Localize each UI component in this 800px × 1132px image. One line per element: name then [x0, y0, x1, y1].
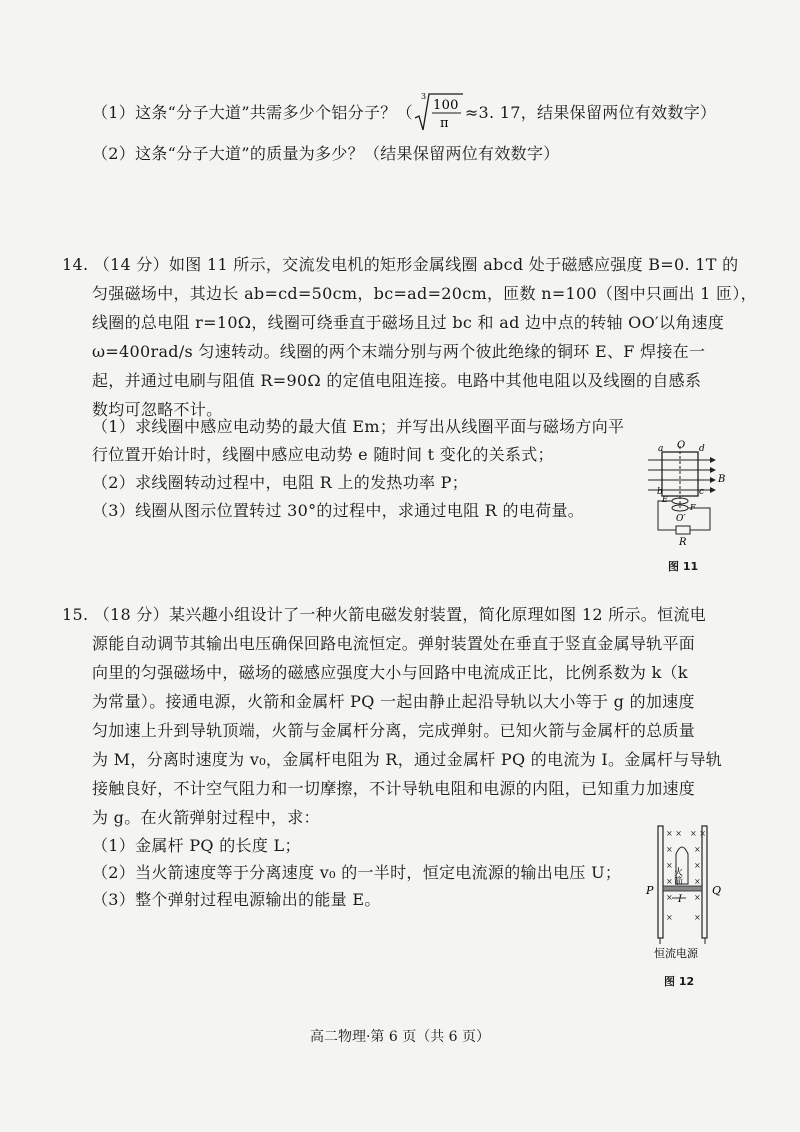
q15-line-3: 向里的匀强磁场中，磁场的磁感应强度大小与回路中电流成正比，比例系数为 k（k: [92, 663, 688, 682]
q14-sub-1-cont: 行位置开始计时，线圈中感应电动势 e 随时间 t 变化的关系式；: [92, 445, 554, 464]
svg-text:× ×: × ×: [690, 829, 706, 838]
q15-line-1: 15. （18 分）某兴趣小组设计了一种火箭电磁发射装置，简化原理如图 12 所示。恒流电: [62, 605, 707, 624]
q14-line-4: ω=400rad/s 匀速转动。线圈的两个末端分别与两个彼此绝缘的铜环 E、F 焊接在一: [92, 342, 706, 361]
figure-12-caption: 图 12: [664, 975, 695, 988]
q14-sub-2: （2）求线圈转动过程中，电阻 R 上的发热功率 P；: [92, 473, 469, 492]
figure-11-generator-diagram: [640, 438, 730, 550]
svg-text:×: ×: [694, 913, 701, 922]
q14-line-3: 线圈的总电阻 r=10Ω，线圈可绕垂直于磁场且过 bc 和 ad 边中点的转轴 OO′以角速度: [92, 313, 725, 332]
q15-sub-3: （3）整个弹射过程电源输出的能量 E。: [92, 890, 381, 909]
fig12-rocket-label: 火箭: [672, 867, 682, 885]
q13-sub1-suffix: ≈3. 17，结果保留两位有效数字）: [464, 103, 717, 122]
q15-line-7: 接触良好，不计空气阻力和一切摩擦，不计导轨电阻和电源的内阻，已知重力加速度: [92, 779, 696, 798]
fig11-label-O: O: [677, 440, 686, 451]
fig12-label-P: P: [646, 884, 654, 897]
q14-sub-1: （1）求线圈中感应电动势的最大值 Em；并写出从线圈平面与磁场方向平: [92, 417, 625, 436]
radical-sign: [413, 90, 465, 134]
q15-sub-2: （2）当火箭速度等于分离速度 v₀ 的一半时，恒定电流源的输出电压 U；: [92, 863, 622, 882]
q15-line-5: 匀加速上升到导轨顶端，火箭与金属杆分离，完成弹射。已知火箭与金属杆的总质量: [92, 721, 696, 740]
fig11-label-F: F: [690, 503, 696, 512]
fig11-label-B: B: [718, 474, 726, 485]
svg-text:×: ×: [666, 877, 673, 886]
fig11-label-c: c: [699, 487, 705, 497]
q14-line-5: 起，并通过电刷与阻值 R=90Ω 的定值电阻连接。电路中其他电阻以及线圈的自感系: [92, 371, 702, 390]
svg-text:×: ×: [666, 893, 673, 902]
svg-text:×: ×: [666, 913, 673, 922]
root-index: 3: [420, 91, 427, 101]
cube-root-expression: [413, 91, 465, 131]
figure-12-rocket-launcher-diagram: [640, 822, 730, 962]
svg-text:×: ×: [694, 845, 701, 854]
fig12-power-source-label: 恒流电源: [654, 947, 698, 960]
fraction-numerator: 100: [432, 97, 459, 113]
fig11-label-O-prime: O′: [676, 514, 686, 524]
fig12-label-I: I: [678, 894, 682, 905]
svg-text:×: ×: [666, 845, 673, 854]
fig11-label-E: E: [662, 495, 668, 504]
fraction-denominator: π: [439, 115, 449, 131]
svg-text:×: ×: [694, 877, 701, 886]
q15-sub-1: （1）金属杆 PQ 的长度 L；: [92, 836, 301, 855]
fig11-label-d: d: [699, 444, 705, 454]
q14-line-1: 14. （14 分）如图 11 所示，交流发电机的矩形金属线圈 abcd 处于磁感应强度 B=0. 1T 的: [62, 255, 739, 274]
figure-11-caption: 图 11: [668, 560, 699, 573]
q14-line-6: 数均可忽略不计。: [92, 400, 223, 419]
q15-line-8: 为 g。在火箭弹射过程中，求：: [92, 808, 320, 827]
fig11-label-b: b: [657, 487, 663, 497]
q13-sub1-prefix: （1）这条“分子大道”共需多少个铝分子？（: [92, 103, 413, 122]
q15-line-6: 为 M，分离时速度为 v₀，金属杆电阻为 R，通过金属杆 PQ 的电流为 I。金属杆与导轨: [92, 750, 723, 769]
q13-sub2: （2）这条“分子大道”的质量为多少？（结果保留两位有效数字）: [92, 144, 560, 163]
svg-text:× ×: × ×: [666, 829, 682, 838]
q13-sub1: [92, 91, 717, 131]
q14-sub-3: （3）线圈从图示位置转过 30°的过程中，求通过电阻 R 的电荷量。: [92, 501, 585, 520]
page-footer: 高二物理·第 6 页（共 6 页）: [309, 1029, 491, 1045]
fig11-label-R: R: [679, 537, 687, 548]
q14-line-2: 匀强磁场中，其边长 ab=cd=50cm，bc=ad=20cm，匝数 n=100（图中只画出 1 匝），: [92, 284, 757, 303]
svg-text:×: ×: [694, 893, 701, 902]
fig11-label-a: a: [658, 444, 664, 454]
svg-text:×: ×: [694, 861, 701, 870]
fig12-label-Q: Q: [712, 884, 722, 897]
q15-line-4: 为常量）。接通电源，火箭和金属杆 PQ 一起由静止起沿导轨以大小等于 g 的加速度: [92, 692, 695, 711]
svg-text:×: ×: [666, 861, 673, 870]
q15-line-2: 源能自动调节其输出电压确保回路电流恒定。弹射装置处在垂直于竖直金属导轨平面: [92, 634, 696, 653]
